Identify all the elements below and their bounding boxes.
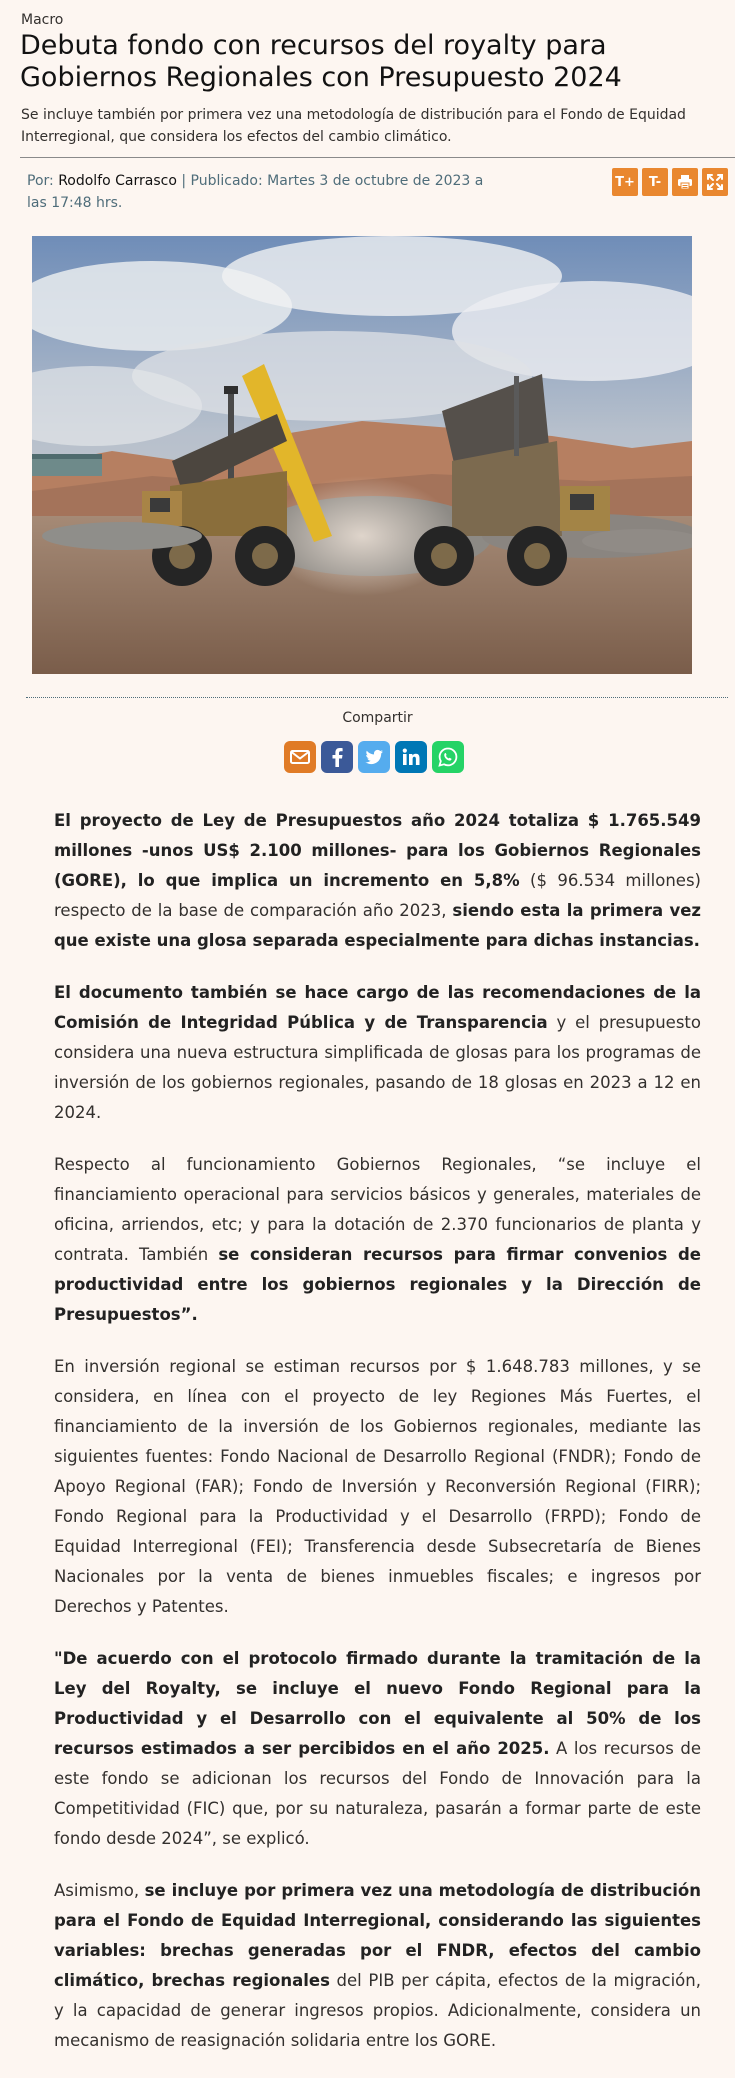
text-decrease-label: T-	[648, 174, 662, 190]
article-text: A los recursos de este fondo se adicionan los recursos del Fondo de Innovación para la Competitividad (FIC) que, por su naturaleza, pasarán a formar parte de este fondo desde 2024”, se explicó.	[54, 1739, 702, 1848]
published-label: Publicado:	[190, 173, 268, 189]
article-text: En inversión regional se estiman recursos por $ 1.648.783 millones, y se considera, en línea con el proyecto de ley Regiones Más Fuertes, el financiamiento de la inversión de los Gobiernos regionales, mediante las siguientes fuentes: Fondo Nacional de Desarrollo Regional (FNDR); Fondo de Apoyo Regional (FAR); Fondo de Inversión y Reconversión Regional (FIRR); Fondo Regional para la Productividad y el Desarrollo (FRPD); Fondo de Equidad Interregional (FEI); Transferencia desde Subsecretaría de Bienes Nacionales por la venta de bienes inmuebles fiscales; e ingresos por Derechos y Patentes.	[54, 1357, 701, 1616]
share-linkedin-button[interactable]	[395, 741, 427, 773]
facebook-icon	[325, 745, 349, 769]
linkedin-icon	[399, 745, 423, 769]
article-paragraph	[54, 978, 701, 1128]
article-paragraph	[54, 806, 701, 956]
article-text-bold: se consideran recursos para firmar convenios de productividad entre los gobiernos regionales y la Dirección de Presupuestos”.	[54, 1245, 701, 1324]
article-text-bold: "De acuerdo con el protocolo firmado durante la tramitación de la Ley del Royalty, se incluye el nuevo Fondo Regional para la Productividad y el Desarrollo con el equivalente al 50% de los recursos estimados a ser percibidos en el año 2025.	[54, 1649, 701, 1758]
article-text-bold: El proyecto de Ley de Presupuestos año 2024 totaliza $ 1.765.549 millones -unos US$ 2.100 millones- para los Gobiernos Regionales (GORE), lo que implica un incremento en 5,8%	[54, 811, 701, 890]
twitter-icon	[362, 745, 386, 769]
text-increase-button[interactable]	[612, 168, 638, 196]
email-icon	[288, 745, 312, 769]
article-text: del PIB per cápita, efectos de la migración, y la capacidad de generar ingresos propios. Adicionalmente, considera un mecanismo de reasignación solidaria entre los GORE.	[54, 1971, 701, 2050]
article-text-bold: El documento también se hace cargo de las recomendaciones de la Comisión de Integridad Pública y de Transparencia	[54, 983, 701, 1032]
fullscreen-icon	[706, 173, 724, 191]
article-text: Asimismo,	[54, 1881, 145, 1900]
article-text: Respecto al funcionamiento Gobiernos Regionales, “se incluye el financiamiento operacional para servicios básicos y generales, materiales de oficina, arriendos, etc; y para la dotación de 2.370 funcionarios de planta y contrata. También	[54, 1155, 701, 1264]
article-tools	[612, 168, 728, 196]
author-name[interactable]: Rodolfo Carrasco	[58, 173, 177, 189]
print-icon	[676, 173, 694, 191]
article-text-bold: siendo esta la primera vez que existe una glosa separada especialmente para dichas instancias.	[54, 901, 702, 950]
share-buttons	[284, 741, 464, 773]
article-body	[54, 806, 701, 2078]
share-email-button[interactable]	[284, 741, 316, 773]
article-paragraph	[54, 1150, 701, 1330]
article-text: ($ 96.534 millones) respecto de la base de comparación año 2023,	[54, 871, 701, 920]
article-text-bold: se incluye por primera vez una metodología de distribución para el Fondo de Equidad Interregional, considerando las siguientes variables: brechas generadas por el FNDR, efectos del cambio climático, brechas regionales	[54, 1881, 701, 1990]
share-whatsapp-button[interactable]	[432, 741, 464, 773]
share-divider	[26, 697, 728, 698]
text-increase-label: T+	[615, 174, 635, 190]
article-paragraph	[54, 1876, 701, 2056]
article-photo	[32, 236, 692, 674]
section-tag[interactable]: Macro	[21, 12, 64, 28]
text-decrease-button[interactable]	[642, 168, 668, 196]
share-twitter-button[interactable]	[358, 741, 390, 773]
whatsapp-icon	[436, 745, 460, 769]
article-text: y el presupuesto considera una nueva estructura simplificada de glosas para los programas de inversión de los gobiernos regionales, pasando de 18 glosas en 2023 a 12 en 2024.	[54, 1013, 701, 1122]
subtitle: Se incluye también por primera vez una metodología de distribución para el Fondo de Equidad Interregional, que considera los efectos del cambio climático.	[21, 107, 686, 145]
byline	[27, 170, 497, 214]
header-divider	[20, 157, 735, 158]
byline-separator: |	[176, 173, 191, 189]
print-button[interactable]	[672, 168, 698, 196]
share-facebook-button[interactable]	[321, 741, 353, 773]
share-label: Compartir	[342, 710, 413, 726]
fullscreen-button[interactable]	[702, 168, 728, 196]
article-paragraph	[54, 1352, 701, 1622]
publish-date: Martes 3 de octubre de 2023 a las 17:48 hrs.	[27, 173, 484, 211]
by-label: Por:	[27, 173, 59, 189]
headline: Debuta fondo con recursos del royalty para Gobiernos Regionales con Presupuesto 2024	[20, 30, 622, 93]
article-paragraph	[54, 1644, 701, 1854]
